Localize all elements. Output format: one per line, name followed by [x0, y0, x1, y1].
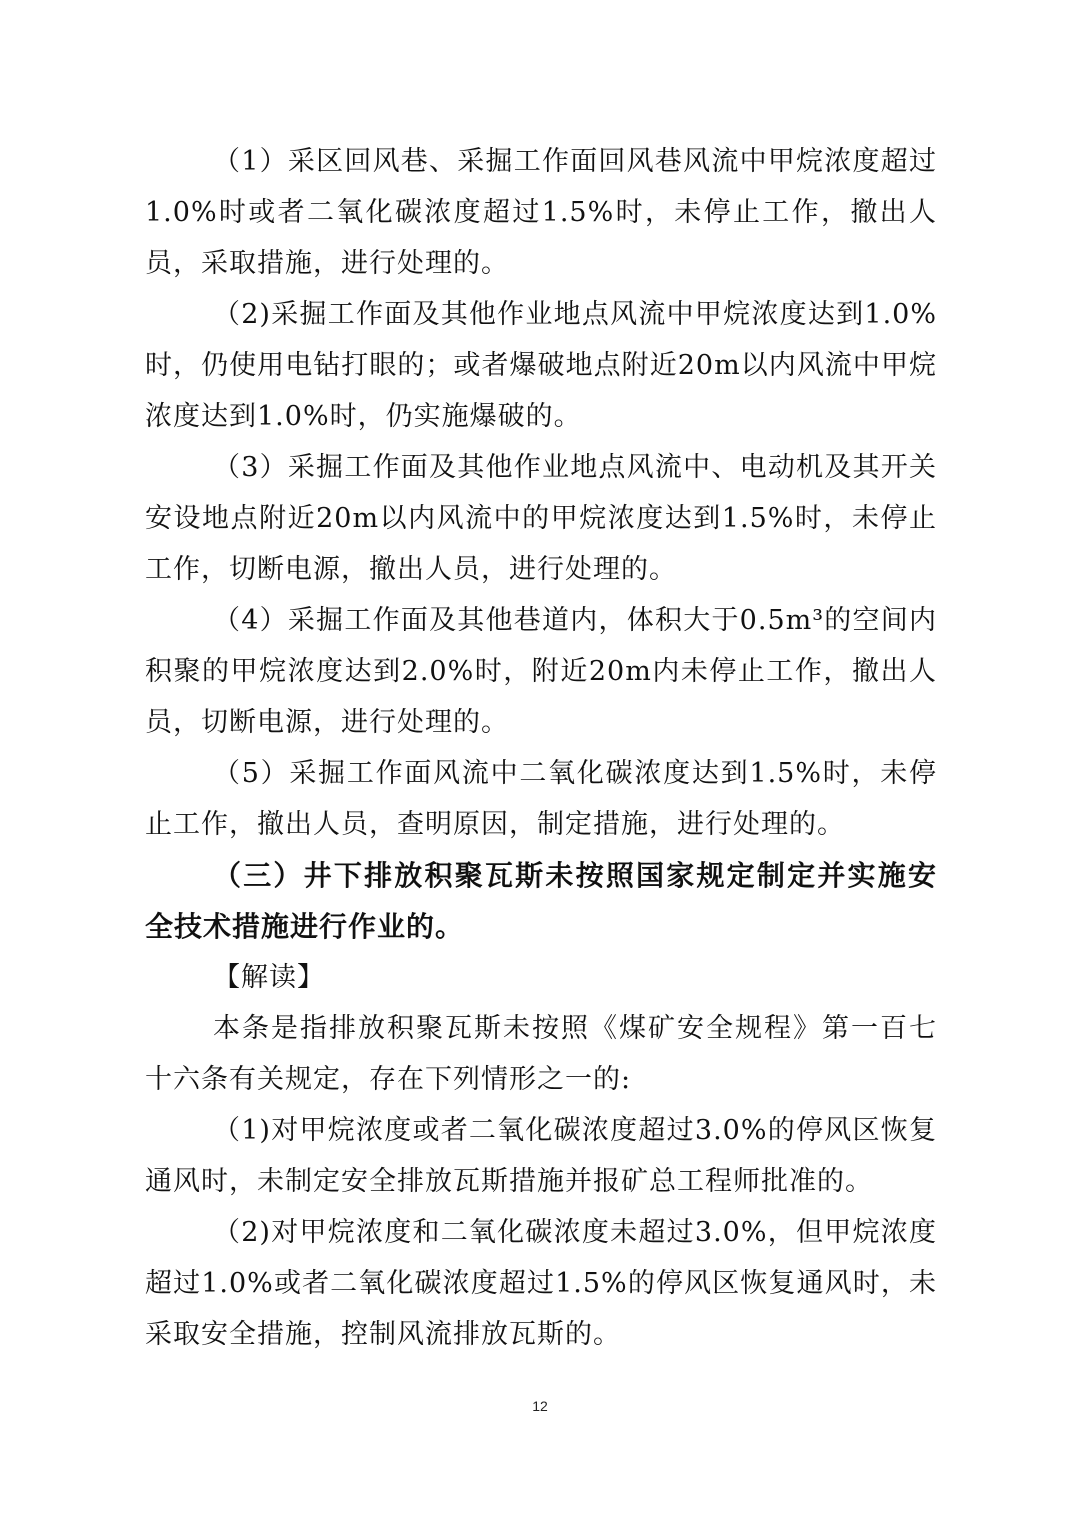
- interpretation-item-1: （1)对甲烷浓度或者二氧化碳浓度超过3.0%的停风区恢复通风时，未制定安全排放瓦斯措施并报矿总工程师批准的。: [145, 1115, 937, 1197]
- paragraph-item-5: （5）采掘工作面风流中二氧化碳浓度达到1.5%时，未停止工作，撤出人员，查明原因，制定措施，进行处理的。: [145, 758, 937, 840]
- interpretation-label: 【解读】: [213, 962, 325, 993]
- section-heading: （三）井下排放积聚瓦斯未按照国家规定制定并实施安全技术措施进行作业的。: [145, 859, 937, 943]
- interpretation-intro: 本条是指排放积聚瓦斯未按照《煤矿安全规程》第一百七十六条有关规定，存在下列情形之一的:: [145, 1013, 937, 1095]
- page-number: 12: [532, 1398, 548, 1414]
- paragraph-item-2: （2)采掘工作面及其他作业地点风流中甲烷浓度达到1.0%时，仍使用电钻打眼的；或者爆破地点附近20m以内风流中甲烷浓度达到1.0%时，仍实施爆破的。: [145, 299, 937, 432]
- document-page: [145, 136, 937, 1360]
- paragraph-item-3: （3）采掘工作面及其他作业地点风流中、电动机及其开关安设地点附近20m以内风流中的甲烷浓度达到1.5%时，未停止工作，切断电源，撤出人员，进行处理的。: [145, 452, 937, 585]
- paragraph-item-4: （4）采掘工作面及其他巷道内，体积大于0.5m³的空间内积聚的甲烷浓度达到2.0%时，附近20m内未停止工作，撤出人员，切断电源，进行处理的。: [145, 605, 937, 738]
- interpretation-item-2: （2)对甲烷浓度和二氧化碳浓度未超过3.0%，但甲烷浓度超过1.0%或者二氧化碳浓度超过1.5%的停风区恢复通风时，未采取安全措施，控制风流排放瓦斯的。: [145, 1217, 937, 1350]
- paragraph-item-1: （1）采区回风巷、采掘工作面回风巷风流中甲烷浓度超过1.0%时或者二氧化碳浓度超过1.5%时，未停止工作，撤出人员，采取措施，进行处理的。: [145, 146, 937, 279]
